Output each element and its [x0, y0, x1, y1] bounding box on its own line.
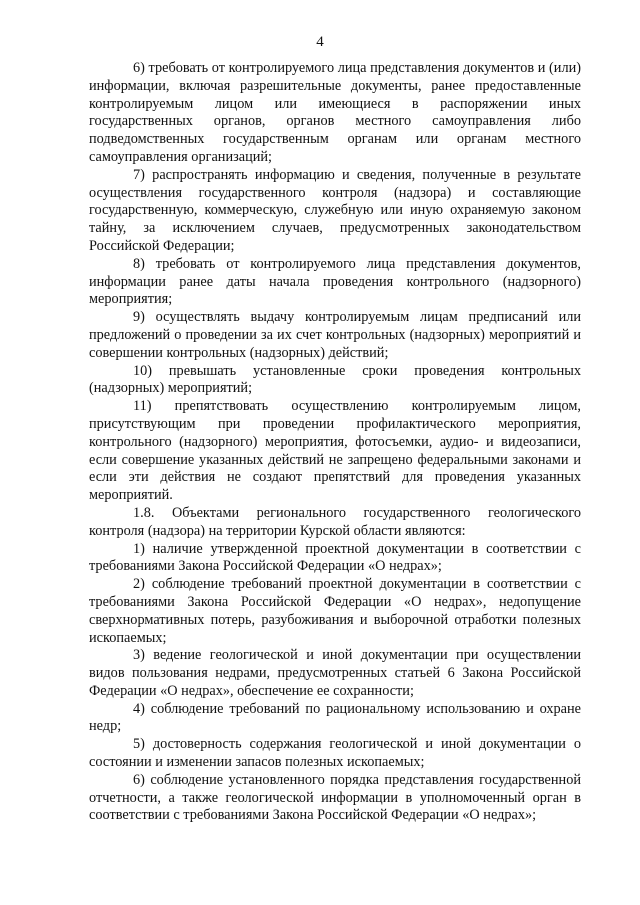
list-item-prohibition-6: 6) требовать от контролируемого лица представления документов и (или) информации, включая разрешительные документы, ранее предоставленные контролируемым лицом или имеющиеся в распоряжении иных государственных органов, органов местного самоуправления либо подведомственных государственным органам или органам местного самоуправления организаций; — [89, 60, 581, 165]
page-number: 4 — [316, 34, 324, 50]
section-1-8-heading-paragraph: 1.8. Объектами регионального государственного геологического контроля (надзора) на территории Курской области являются: — [89, 504, 581, 539]
list-item-object-3: 3) ведение геологической и иной документации при осуществлении видов пользования недрами, предусмотренных статьей 6 Закона Российской Федерации «О недрах», обеспечение ее сохранности; — [89, 647, 581, 699]
list-item-prohibition-8: 8) требовать от контролируемого лица представления документов, информации ранее даты начала проведения контрольного (надзорного) мероприятия; — [89, 255, 581, 308]
list-item-object-6: 6) соблюдение установленного порядка представления государственной отчетности, а также геологической информации в уполномоченный орган в соответствии с требованиями Закона Российской Федерации «О недрах»; — [89, 771, 581, 824]
document-body — [89, 60, 581, 825]
list-item-prohibition-10: 10) превышать установленные сроки проведения контрольных (надзорных) мероприятий; — [89, 362, 581, 397]
list-item-prohibition-7: 7) распространять информацию и сведения, полученные в результате осуществления государственного контроля (надзора) и составляющие государственную, коммерческую, служебную или иную охраняемую законом тайну, за исключением случаев, предусмотренных законодательством Российской Федерации; — [89, 166, 581, 254]
list-item-object-4: 4) соблюдение требований по рациональному использованию и охране недр; — [89, 700, 581, 735]
list-item-object-5: 5) достоверность содержания геологической и иной документации о состоянии и изменении запасов полезных ископаемых; — [89, 736, 581, 771]
list-item-prohibition-11: 11) препятствовать осуществлению контролируемым лицом, присутствующим при проведении профилактического мероприятия, контрольного (надзорного) мероприятия, фотосъемки, аудио- и видеозаписи, если совершение указанных действий не запрещено федеральными законами и если эти действия не создают препятствий для проведения указанных мероприятий. — [89, 398, 581, 504]
list-item-object-2: 2) соблюдение требований проектной документации в соответствии с требованиями Закона Российской Федерации «О недрах», недопущение сверхнормативных потерь, разубоживания и выборочной отработки полезных ископаемых; — [89, 576, 581, 646]
list-item-object-1: 1) наличие утвержденной проектной документации в соответствии с требованиями Закона Российской Федерации «О недрах»; — [89, 540, 581, 575]
list-item-prohibition-9: 9) осуществлять выдачу контролируемым лицам предписаний или предложений о проведении за их счет контрольных (надзорных) мероприятий и совершении контрольных (надзорных) действий; — [89, 309, 581, 361]
